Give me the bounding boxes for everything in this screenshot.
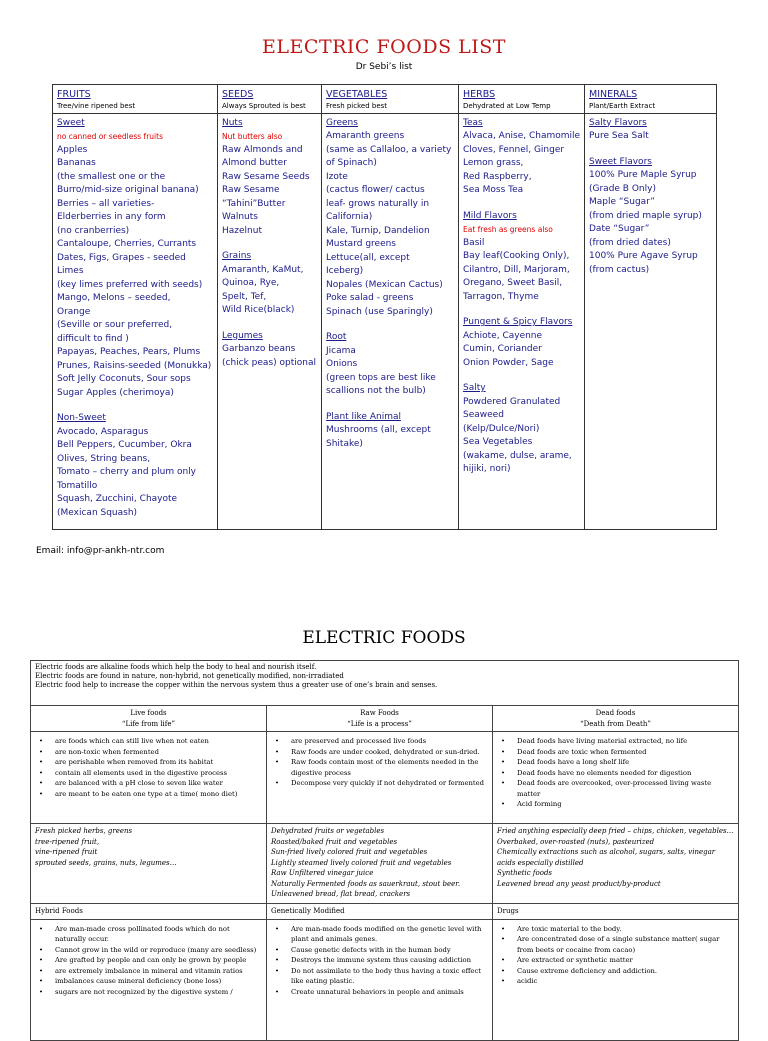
list-item: (cactus flower/ cactus [326,185,425,195]
list-item: Berries – all varieties- [57,198,155,209]
bullet-item: • Dead foods have a long shelf life [517,757,734,768]
category-title: Dead foods [595,709,636,717]
list-item: Onion Powder, Sage [463,357,554,368]
live-foods-header [31,706,267,732]
page-title: ELECTRIC FOODS LIST [262,36,506,58]
list-item: Leavened bread any yeast product/by-product [497,879,661,888]
list-item: (the smallest one or the [57,171,166,182]
list-item: vine-ripened fruit [35,848,98,856]
list-item: Prunes, Raisins-seeded (Monukka) [57,360,212,371]
column-title: FRUITS [57,89,91,100]
bullet-list [497,736,734,810]
bullet-item: • contain all elements used in the digestive process [55,768,262,779]
greens-list [326,130,455,319]
column-subtitle: Always Sprouted is best [222,101,306,110]
list-item: Limes [57,266,84,276]
list-item: Alvaca, Anise, Chamomile [463,131,581,141]
bullet-item: • are balanced with a pH close to seven like water [55,778,262,789]
bullet-item: • Are grafted by people and can only be grown by people [55,955,262,966]
list-item: Maple “Sugar” [589,197,655,207]
fruits-header-cell [53,85,218,114]
bullet-item: • Are toxic material to the body. [517,924,734,935]
list-item: sprouted seeds, grains, nuts, legumes… [35,858,177,867]
dead-foods-examples [493,824,739,904]
list-item: Lettuce(all, except [326,252,410,263]
list-item: (from dried dates) [589,237,671,248]
intro-cell [31,661,739,706]
email-contact: Email: info@pr-ankh-ntr.com [36,546,165,556]
list-item: Raw Almonds and [222,144,303,155]
list-item: Achiote, Cayenne [463,330,543,341]
section-title: Sweet Flavors [589,156,652,167]
section-title: Plant like Animal [326,411,401,422]
bullet-item: • Raw foods are under cooked, dehydrated or sun-dried. [291,747,488,758]
list-item: tree-ripened fruit, [35,837,100,846]
list-item: Unleavened bread, flat bread, crackers [271,890,411,898]
list-item: Raw Sesame Seeds [222,171,310,182]
bullet-list [271,924,488,998]
list-item: Red Raspberry, [463,171,532,182]
salty-minerals-list [589,130,713,144]
list-item: Burro/mid-size original banana) [57,185,199,195]
bullet-item: • Are extracted or synthetic matter [517,955,734,966]
list-item: Amaranth greens [326,131,405,141]
bullet-item: • acidic [517,976,734,987]
list-item: Bay leaf(Cooking Only), [463,251,570,261]
list-item: Mango, Melons – seeded, [57,293,171,303]
bullet-item: • Raw foods contain most of the elements needed in the digestive process [291,757,488,778]
hybrid-foods-header: Hybrid Foods [31,904,267,920]
list-item: Mushrooms (all, except [326,425,431,435]
list-item: Cilantro, Dill, Marjoram, [463,264,570,275]
column-title: SEEDS [222,89,254,100]
hybrid-foods-cell [31,919,267,1040]
list-item: Naturally Fermented foods as sauerkraut, stout beer. [271,879,461,888]
list-item: (no cranberries) [57,225,130,236]
list-item: Spinach (use Sparingly) [326,306,433,317]
root-list [326,345,455,399]
list-item: Onions [326,359,358,369]
section-title: Grains [222,251,252,261]
list-item: (same as Callaloo, a variety [326,144,452,155]
section-title: Teas [463,117,483,128]
raw-foods-header [267,706,493,732]
list-item: (key limes preferred with seeds) [57,279,203,290]
list-item: (from cactus) [589,264,650,275]
list-item: Electric foods are found in nature, non-hybrid, not genetically modified, non-irradiated [35,672,344,680]
minerals-header-cell [585,85,717,114]
bullet-item: • Destroys the immune system thus causing addiction [291,955,488,966]
list-item: Raw Unfiltered vinegar juice [271,869,374,877]
bullet-list [35,736,262,799]
section-note: no canned or seedless fruits [57,132,163,141]
plant-like-animal-list [326,424,455,451]
list-item: (Grade B Only) [589,183,656,194]
list-item: California) [326,212,373,222]
gmo-cell [267,919,493,1040]
bullet-list [35,924,262,998]
list-item: Electric food help to increase the copper within the nervous system thus a greater use of one’s brain and senses. [35,681,438,689]
herbs-cell [459,113,585,529]
drugs-header: Drugs [493,904,739,920]
section-note: Nut butters also [222,132,283,141]
list-item: Nopales (Mexican Cactus) [326,279,443,290]
list-item: Izote [326,171,348,182]
list-item: (Kelp/Dulce/Nori) [463,423,540,434]
herbs-header-cell [459,85,585,114]
list-item: Powdered Granulated [463,396,561,407]
section-title: Sweet [57,117,85,128]
example-list [497,826,734,889]
list-item: Cantaloupe, Cherries, Currants [57,239,197,249]
list-item: (Seville or sour preferred, [57,320,173,330]
category-header-row [31,706,739,732]
list-item: (from dried maple syrup) [589,210,702,221]
section-title: Legumes [222,330,263,341]
column-title: MINERALS [589,89,638,100]
list-item: Shitake) [326,438,363,449]
list-item: Wild Rice(black) [222,305,295,315]
bullet-item: • Dead foods have no elements needed for digestion [517,768,734,779]
gmo-header: Genetically Modified [267,904,493,920]
list-item: Bell Peppers, Cucumber, Okra [57,440,192,450]
live-foods-examples [31,824,267,904]
examples-row [31,824,739,904]
bullet-item: • Dead foods have living material extracted, no life [517,736,734,747]
legumes-list [222,343,318,370]
section-title: Non-Sweet [57,413,106,423]
example-list [35,826,262,868]
electric-foods-list-table [52,84,717,530]
bullet-item: • imbalances cause mineral deficiency (bone loss) [55,976,262,987]
bullet-item: • are foods which can still live when not eaten [55,736,262,747]
list-item: Kale, Turnip, Dandelion [326,225,430,236]
harmful-foods-row [31,919,739,1040]
list-item: Tarragon, Thyme [463,291,539,302]
list-item: 100% Pure Agave Syrup [589,251,698,261]
list-item: (chick peas) optional [222,357,316,368]
list-item: Pure Sea Salt [589,131,649,141]
bullet-item: • Dead foods are toxic when fermented [517,747,734,758]
category-title: Raw Foods [360,709,399,717]
list-item: Mustard greens [326,239,397,249]
list-item: scallions not the bulb) [326,386,426,396]
list-item: Tomatillo [57,480,98,491]
list-item: Tomato – cherry and plum only [57,467,197,477]
list-item: “Tahini”Butter [222,198,286,209]
mild-flavors-list [463,237,581,305]
category-motto: “Death from Death” [580,719,651,728]
list-item: Walnuts [222,212,258,222]
bullet-item: • Cannot grow in the wild or reproduce (many are seedless) [55,945,262,956]
vegetables-cell [322,113,459,529]
bullet-item: • Create unnatural behaviors in people and animals [291,987,488,998]
list-item: Lightly steamed lively colored fruit and vegetables [271,858,452,867]
list-item: Overbaked, over-roasted (nuts), pasteurized [497,837,655,846]
section-title: Mild Flavors [463,210,517,221]
intro-list [35,663,734,690]
bullet-item: • Acid forming [517,799,734,810]
list-item: Synthetic foods [497,869,553,877]
list-item: Cloves, Fennel, Ginger [463,144,565,155]
list-item: Squash, Zucchini, Chayote [57,494,178,504]
section-title: Nuts [222,117,243,128]
list-item: Apples [57,144,88,155]
raw-foods-properties [267,732,493,824]
list-item: 100% Pure Maple Syrup [589,170,697,180]
page-subtitle: Dr Sebi’s list [355,62,413,72]
bullet-item: • Are man-made cross pollinated foods which do not naturally occur. [55,924,262,945]
fruits-cell [53,113,218,529]
list-item: Dehydrated fruits or vegetables [271,827,385,835]
section-title-electric-foods: ELECTRIC FOODS [302,628,466,648]
list-item: Seaweed [463,410,504,420]
vegetables-header-cell [322,85,459,114]
list-item: Amaranth, KaMut, [222,264,304,275]
list-item: Avocado, Asparagus [57,426,149,437]
list-item: Sugar Apples (cherimoya) [57,387,174,398]
dead-foods-header [493,706,739,732]
list-item: Sun-fried lively colored fruit and vegetables [271,848,428,856]
bullet-item: • Are man-made foods modified on the genetic level with plant and animals genes. [291,924,488,945]
bullet-item: • Cause genetic defects with in the human body [291,945,488,956]
intro-row [31,661,739,706]
bullet-item: • Are concentrated dose of a single substance matter( sugar from beets or cocaine from cacao) [517,934,734,955]
list-item: Spelt, Tef, [222,291,267,302]
column-subtitle: Plant/Earth Extract [589,101,656,110]
list-item: Olives, String beans, [57,453,151,464]
list-item: (Mexican Squash) [57,507,138,518]
nuts-list [222,144,318,239]
section-title: Root [326,332,347,342]
properties-row [31,732,739,824]
example-list [271,826,488,900]
column-subtitle: Tree/vine ripened best [57,101,136,110]
column-header-row [53,85,717,114]
nonsweet-fruits-list [57,426,214,521]
bullet-item: • Do not assimilate to the body thus having a toxic effect like eating plastic. [291,966,488,987]
list-item: Electric foods are alkaline foods which help the body to heal and nourish itself. [35,663,317,671]
teas-list [463,130,581,198]
list-item: Bananas [57,158,96,168]
list-item: Jicama [326,345,356,356]
section-title: Salty [463,383,486,393]
list-item: Fried anything especially deep fried – chips, chicken, vegetables… [497,827,734,835]
list-item: Dates, Figs, Grapes - seeded [57,252,186,263]
food-categories-table [30,660,739,1041]
pungent-flavors-list [463,330,581,371]
seeds-cell [218,113,322,529]
seeds-header-cell [218,85,322,114]
list-item: Papayas, Peaches, Pears, Plums [57,347,201,357]
column-title: VEGETABLES [326,89,388,100]
sweet-fruits-list [57,144,214,401]
bullet-item: • are non-toxic when fermented [55,747,262,758]
list-item: Garbanzo beans [222,344,296,354]
bullet-item: • are extremely imbalance in mineral and vitamin ratios [55,966,262,977]
list-item: of Spinach) [326,158,377,168]
section-title: Salty Flavors [589,117,647,128]
dead-foods-properties [493,732,739,824]
harmful-foods-header-row [31,904,739,920]
sweet-minerals-list [589,169,713,277]
section-note: Eat fresh as greens also [463,225,553,234]
salty-herbs-list [463,396,581,477]
list-item: Quinoa, Rye, [222,278,280,288]
bullet-list [271,736,488,789]
raw-foods-examples [267,824,493,904]
column-subtitle: Dehydrated at Low Temp [463,101,551,110]
list-item: Oregano, Sweet Basil, [463,278,563,288]
drugs-cell [493,919,739,1040]
category-motto: “Life is a process” [347,719,412,728]
grains-list [222,264,318,318]
section-title: Pungent & Spicy Flavors [463,317,573,327]
list-item: difficult to find ) [57,333,129,344]
bullet-item: • Decompose very quickly if not dehydrated or fermented [291,778,488,789]
list-item: Raw Sesame [222,185,280,195]
section-title: Greens [326,117,358,128]
list-item: Elderberries in any form [57,212,166,222]
list-item: (wakame, dulse, arame, [463,450,572,461]
bullet-item: • are preserved and processed live foods [291,736,488,747]
category-title: Live foods [130,709,167,717]
bullet-item: • are meant to be eaten one type at a time( mono diet) [55,789,262,800]
list-item: Cumin, Coriander [463,344,542,354]
list-item: Almond butter [222,158,287,168]
list-item: Soft Jelly Coconuts, Sour sops [57,374,191,384]
column-subtitle: Fresh picked best [326,101,388,110]
list-item: (green tops are best like [326,372,436,383]
bullet-item: • sugars are not recognized by the digestive system / [55,987,262,998]
category-motto: “Life from life” [121,719,176,728]
content-row [53,113,717,529]
list-item: Iceberg) [326,266,364,276]
list-item: Chemically extractions such as alcohol, sugars, salts, vinegar acids especially distilled [497,848,716,867]
bullet-item: • Dead foods are overcooked, over-processed living waste matter [517,778,734,799]
list-item: Date “Sugar” [589,224,650,234]
list-item: Sea Moss Tea [463,185,524,195]
column-title: HERBS [463,89,496,100]
list-item: leaf- grows naturally in [326,198,430,209]
list-item: Hazelnut [222,225,262,236]
bullet-list [497,924,734,987]
bullet-item: • are perishable when removed from its habitat [55,757,262,768]
list-item: Orange [57,306,91,317]
list-item: Poke salad - greens [326,293,414,303]
list-item: Lemon grass, [463,158,524,168]
list-item: hijiki, nori) [463,464,511,474]
list-item: Basil [463,237,485,248]
list-item: Fresh picked herbs, greens [35,827,133,835]
live-foods-properties [31,732,267,824]
bullet-item: • Cause extreme deficiency and addiction. [517,966,734,977]
minerals-cell [585,113,717,529]
list-item: Sea Vegetables [463,437,533,447]
list-item: Roasted/baked fruit and vegetables [271,837,398,846]
